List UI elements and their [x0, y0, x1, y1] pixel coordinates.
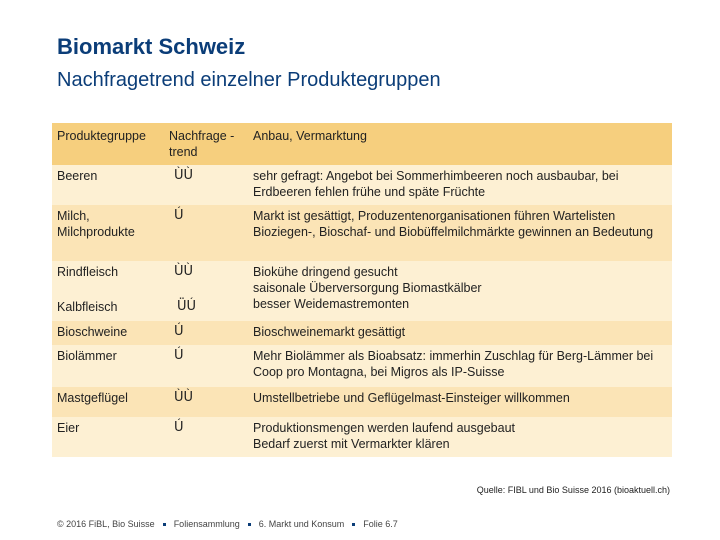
notes-cell: Mehr Biolämmer als Bioabsatz: immerhin Zuschlag für Berg-Lämmer bei Coop pro Montagna, bei Migros als IP-Suisse — [248, 345, 672, 387]
notes-line: Bedarf zuerst mit Vermarkter klären — [253, 437, 450, 451]
product-group-cell: Biolämmer — [52, 345, 164, 387]
notes-line: Produktionsmengen werden laufend ausgebaut — [253, 421, 515, 435]
product-group-cell — [52, 261, 164, 321]
trend-arrows-icon: ÙÙ — [164, 165, 248, 205]
product-group-cell: Eier — [52, 417, 164, 457]
footer-copyright: © 2016 FiBL, Bio Suisse — [57, 519, 155, 529]
trend-arrows-icon: Ú — [164, 205, 248, 261]
page-subtitle: Nachfragetrend einzelner Produktegruppen — [57, 69, 441, 91]
footer-chapter: 6. Markt und Konsum — [258, 519, 345, 529]
column-header-group: Produktegruppe — [52, 123, 164, 165]
product-group-cell: Bioschweine — [52, 321, 164, 345]
trend-arrows-icon: ÙÙ — [164, 387, 248, 417]
notes-cell — [248, 261, 672, 321]
page-title: Biomarkt Schweiz — [57, 34, 246, 59]
footer-collection: Foliensammlung — [173, 519, 240, 529]
table-row — [52, 321, 672, 345]
footer-slide-number: Folie 6.7 — [363, 519, 398, 529]
notes-cell: Bioschweinemarkt gesättigt — [248, 321, 672, 345]
notes-line: besser Weidemastremonten — [253, 297, 410, 311]
notes-cell: Markt ist gesättigt, Produzentenorganisationen führen Wartelisten Bioziegen-, Bioschaf- und Biobüffelmilchmärkte gewinnen an Bedeutung — [248, 205, 672, 261]
trend-arrows-icon: Ú — [164, 321, 248, 345]
trend-arrows-icon: Ú — [164, 345, 248, 387]
product-group-cell: Beeren — [52, 165, 164, 205]
column-header-trend: Nachfrage -trend — [164, 123, 248, 165]
product-group-cell: Milch, Milchprodukte — [52, 205, 164, 261]
table-row — [52, 417, 672, 457]
table-header-row — [52, 123, 672, 165]
trend-arrows-icon: Ú — [164, 417, 248, 457]
table-row — [52, 165, 672, 205]
table-row — [52, 345, 672, 387]
table-row — [52, 387, 672, 417]
column-header-notes: Anbau, Vermarktung — [248, 123, 672, 165]
source-note: Quelle: FIBL und Bio Suisse 2016 (bioaktuell.ch) — [476, 485, 670, 495]
notes-cell: sehr gefragt: Angebot bei Sommerhimbeeren noch ausbaubar, bei Erdbeeren fehlen frühe und späte Früchte — [248, 165, 672, 205]
demand-trend-table — [52, 123, 672, 457]
trend-arrows-icon: ÜÚ — [177, 299, 197, 314]
table-row — [52, 205, 672, 261]
separator-dot-icon — [352, 523, 355, 526]
table-row — [52, 261, 672, 321]
product-group-rindfleisch: Rindfleisch — [57, 265, 119, 279]
notes-cell: Umstellbetriebe und Geflügelmast-Einsteiger willkommen — [248, 387, 672, 417]
separator-dot-icon — [248, 523, 251, 526]
slide-footer — [57, 519, 398, 529]
separator-dot-icon — [163, 523, 166, 526]
trend-cell — [164, 261, 248, 321]
notes-cell — [248, 417, 672, 457]
notes-line: saisonale Überversorgung Biomastkälber — [253, 281, 482, 295]
product-group-kalbfleisch: Kalbfleisch — [57, 300, 118, 314]
product-group-cell: Mastgeflügel — [52, 387, 164, 417]
notes-line: Biokühe dringend gesucht — [253, 265, 398, 279]
trend-arrows-icon: ÙÙ — [174, 264, 194, 279]
